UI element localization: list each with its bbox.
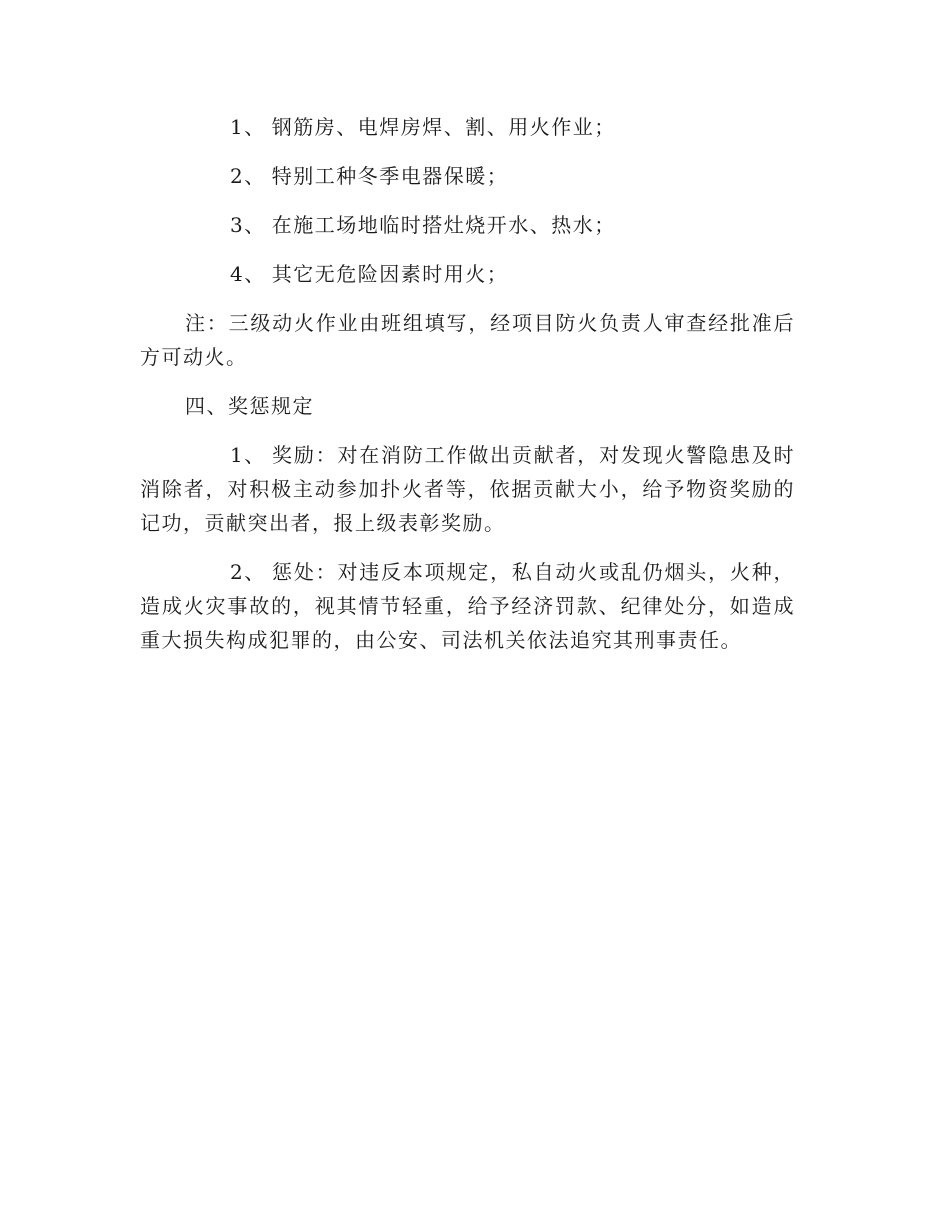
item-text: 钢筋房、电焊房焊、割、用火作业；	[271, 115, 616, 139]
item-number: 2、	[230, 164, 266, 188]
item-number: 4、	[230, 262, 266, 286]
item-text: 其它无危险因素时用火；	[271, 262, 509, 286]
penalty-paragraph	[140, 555, 795, 657]
item-text: 奖励：对在消防工作做出贡献者，对发现火警隐患及时消除者，对积极主动参加扑火者等，依据贡献大小，给予物资奖励的记功，贡献突出者，报上级表彰奖励。	[140, 443, 795, 535]
note-paragraph	[140, 306, 795, 374]
reward-paragraph	[140, 438, 795, 540]
item-text: 在施工场地临时搭灶烧开水、热水；	[271, 213, 616, 237]
item-text: 特别工种冬季电器保暖；	[271, 164, 509, 188]
item-text: 惩处：对违反本项规定，私自动火或乱仍烟头，火种，造成火灾事故的，视其情节轻重，给予经济罚款、纪律处分，如造成重大损失构成犯罪的，由公安、司法机关依法追究其刑事责任。	[140, 560, 795, 652]
list-item-2	[140, 159, 795, 193]
document-body	[140, 110, 795, 672]
list-item-1	[140, 110, 795, 144]
item-number: 1、	[230, 115, 266, 139]
item-number: 3、	[230, 213, 266, 237]
list-item-4	[140, 257, 795, 291]
list-item-3	[140, 208, 795, 242]
section-heading	[140, 389, 795, 423]
section-heading-text: 四、奖惩规定	[185, 394, 314, 418]
item-number: 1、	[230, 443, 266, 467]
item-number: 2、	[230, 560, 266, 584]
note-text: 注：三级动火作业由班组填写，经项目防火负责人审查经批准后方可动火。	[140, 311, 795, 369]
